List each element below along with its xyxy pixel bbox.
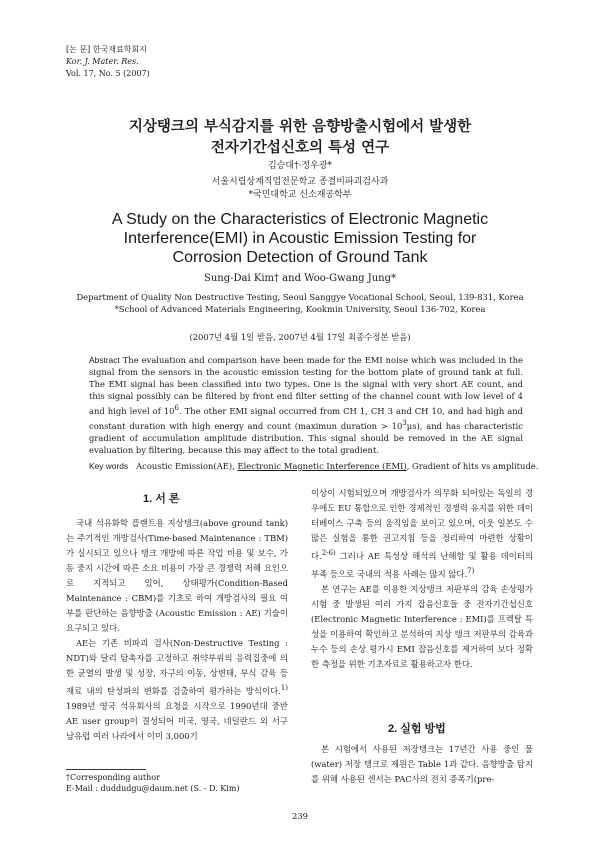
body-text: 이상이 시험되었으며 개방검사가 의무화 되어있는 독일의 경우에도 EU 통합으로 인한 경제적인 경쟁력 유지를 위한 데이터베이스 구축 등의 움직임을 보이고 있으며, 이웃 일본도 수많은 실험을 통한 권고지침 등을 정리하여 마련한 상황이다. [311,488,533,561]
abstract-text: μs), and has characteristic gradient of accumulation amplitude distribution. This signal should be removed in the AE signal evaluation by filtering, because this may affect to the total gradient. [89,420,523,455]
body-text: 그러나 AE 특성상 해석의 난해함 및 활용 데이터의 부족 등으로 국내의 적용 사례는 많지 않다. [311,550,533,579]
section-1-heading: 1. 서 론 [143,493,180,505]
english-affiliation-line: *School of Advanced Materials Engineering, Kookmin University, Seoul 136-702, Korea [114,304,486,314]
received-dates: (2007년 4월 1일 받음, 2007년 4월 17일 최종수정본 받음) [189,332,411,342]
korean-title-line: 전자기간섭신호의 특성 연구 [210,139,390,156]
footnote-divider [66,769,146,770]
english-authors: Sung-Dai Kim† and Woo-Gwang Jung* [203,273,397,284]
abstract-text: The evaluation and comparison have been made for the EMI noise which was included in the signal from the sensors in the acoustic emission testing for the bottom plate of ground tank at full. The EMI signal has been classified into two types. One is the signal with very short AE count, and this signal possibly can be filtered by front end filter setting of the channel count with low level of 4 and high level of 10 [89,355,523,416]
citation-superscript: 7) [467,566,475,575]
footnote-line: E-Mail : duddudgu@daum.net (S. - D. Kim) [66,784,240,793]
body-text: 1989년 영국 석유회사의 요청을 시작으로 1990년대 중반 AE user group이 결성되어 미국, 영국, 네덜란드 외 서구 남유럽 여러 나라에서 이미 3,000기 [66,700,288,741]
korean-title [0,116,600,158]
body-paragraph: 국내 석유화학 플랜트용 지상탱크(above ground tank)는 주기적인 개방검사(Time-based Maintenance : TBM)가 실시되고 있으나 탱크 개방에 따른 작업 비용 및 보수, 가동 중지 시간에 따른 소요 비용이 가장 큰 경쟁력 저해 요인으로 지적되고 있어, 상태평가(Condition-Based Maintenance : CBM)를 기초로 하여 개방검사의 필요 여부를 판단하는 음향방출 (Acoustic Emission : AE) 기술이 요구되고 있다. [66,518,288,633]
abstract-superscript: 6 [174,404,179,412]
citation-superscript: 2-6) [321,549,336,557]
english-title-line: Interference(EMI) in Acoustic Emission Testing for [123,230,477,247]
keywords [89,460,539,472]
english-title-line: Corrosion Detection of Ground Tank [172,249,428,266]
korean-title-line: 지상탱크의 부식감지를 위한 음향방출시험에서 발생한 [128,118,472,135]
left-column [66,516,288,744]
english-title-line: A Study on the Characteristics of Electronic Magnetic [111,211,489,228]
abstract-label: Abstract [89,355,120,365]
keyword-text: Acoustic Emission(AE), [136,461,235,471]
right-column-section-2 [311,742,533,787]
body-paragraph [311,486,533,582]
body-paragraph: 본 연구는 AE를 이용한 지상탱크 저판부의 감육 손상평가 시험 중 발생된 여러 가지 잡음신호들 중 전자기간섭신호(Electronic Magnetic Interference : EMI)를 프렉탈 특성을 이용하여 확인하고 분석하여 지상 탱크 저판부의 감육과 누수 등의 손상 평가시 EMI 잡음신호를 제거하여 보다 정확한 측정을 위한 기초자료로 활용하고자 한다. [311,583,533,669]
page-number: 239 [292,811,308,821]
section-2-heading: 2. 실험 방법 [388,723,446,735]
abstract [89,354,523,456]
korean-authors: 김승대†·정우광* [267,161,333,171]
keywords-label: Key words [89,461,129,471]
korean-affiliation-line: *국민대학교 신소재공학부 [248,190,352,200]
english-title [0,210,600,267]
keyword-text: , Gradient of hits vs amplitude. [406,461,539,471]
body-text: AE는 기존 비파괴 검사(Non-Destructive Testing : NDT)와 달리 탐촉자를 고정하고 취약부위의 응력집중에 의한 균열의 발생 및 성장, 자구의 이동, 상변태, 부식 감육 등 재료 내의 탄성파의 변화를 검출하여 평가하는 방식이다. [66,638,288,696]
keyword-underlined: Electronic Magnetic Interference (EMI) [237,461,407,471]
korean-affiliation-line: 서울시립상계직업전문학교 종결비파괴검사과 [211,177,389,187]
body-paragraph [66,636,288,744]
body-paragraph: 본 시험에서 사용된 저장탱크는 17년간 사용 중인 물(water) 저장 탱크로 제원은 Table 1과 같다. 음향방출 탐지를 위해 사용된 센서는 PAC사의 전치 증폭기(pre- [311,744,533,784]
abstract-superscript: 3 [402,418,407,427]
english-affiliation [0,291,600,315]
citation-superscript: 1) [280,684,288,692]
journal-header-volume: Vol. 17, No. 5 (2007) [66,69,150,78]
footnote-line: †Corresponding author [66,773,160,782]
korean-affiliation [0,176,600,202]
right-column [311,486,533,672]
abstract-text: . The other EMI signal occurred from CH 1, CH 3 and CH 10, and had high and constant duration with high energy and count (maximun duration > 10 [89,405,524,431]
journal-header-type: [논 문] 한국재료학회지 [66,45,147,54]
english-affiliation-line: Department of Quality Non Destructive Testing, Seoul Sanggye Vocational School, Seoul, 139-831, Korea [76,292,524,302]
journal-header [66,44,150,80]
footnote [66,772,240,794]
journal-header-abbrev: Kor. J. Mater. Res. [66,57,139,66]
